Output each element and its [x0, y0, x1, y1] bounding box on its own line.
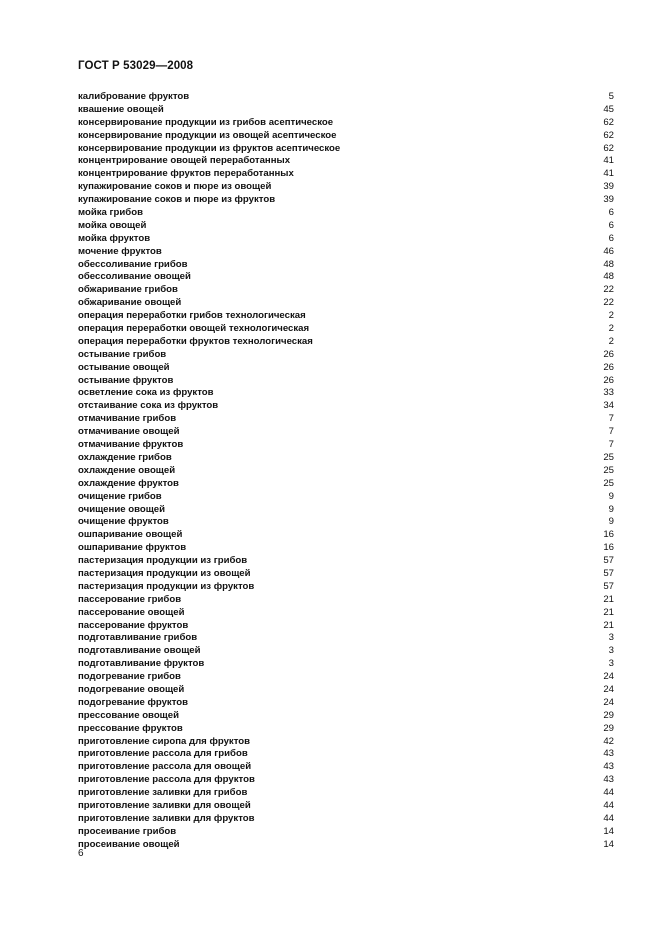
index-term: очищение фруктов: [78, 516, 169, 528]
index-entry: [78, 439, 614, 452]
index-page-ref: 14: [603, 825, 614, 837]
index-entry: [78, 246, 614, 259]
index-page-ref: 44: [603, 787, 614, 799]
index-page-ref: 46: [603, 245, 614, 257]
index-term: подогревание грибов: [78, 671, 181, 683]
index-entry: [78, 826, 614, 839]
index-term: остывание фруктов: [78, 374, 174, 386]
index-term: пастеризация продукции из овощей: [78, 567, 251, 579]
index-term: консервирование продукции из фруктов асептическое: [78, 142, 341, 154]
index-term: остывание овощей: [78, 361, 170, 373]
index-term: очищение грибов: [78, 490, 162, 502]
index-term: обжаривание овощей: [78, 297, 182, 309]
index-page-ref: 39: [603, 181, 614, 193]
index-entry: [78, 800, 614, 813]
index-page-ref: 6: [608, 207, 614, 219]
index-entry: [78, 387, 614, 400]
index-term: охлаждение овощей: [78, 464, 176, 476]
index-entry: [78, 426, 614, 439]
index-entry: [78, 310, 614, 323]
index-entry: [78, 736, 614, 749]
index-page-ref: 2: [608, 335, 614, 347]
index-term: ошпаривание овощей: [78, 529, 183, 541]
index-term: пассерование овощей: [78, 606, 185, 618]
index-page-ref: 25: [603, 451, 614, 463]
index-page-ref: 22: [603, 284, 614, 296]
index-page-ref: 48: [603, 271, 614, 283]
index-term: охлаждение грибов: [78, 451, 172, 463]
index-term: операция переработки фруктов технологическая: [78, 335, 313, 347]
index-term: мочение фруктов: [78, 245, 162, 257]
index-page-ref: 26: [603, 374, 614, 386]
index-entry: [78, 684, 614, 697]
index-entry: [78, 504, 614, 517]
index-entry: [78, 658, 614, 671]
index-entry: [78, 375, 614, 388]
index-term: подогревание овощей: [78, 683, 185, 695]
index-page-ref: 62: [603, 129, 614, 141]
index-term: отстаивание сока из фруктов: [78, 400, 219, 412]
index-page-ref: 43: [603, 748, 614, 760]
index-page-ref: 6: [608, 219, 614, 231]
index-page-ref: 21: [603, 593, 614, 605]
index-page-ref: 39: [603, 194, 614, 206]
index-page-ref: 43: [603, 774, 614, 786]
index-entry: [78, 400, 614, 413]
index-page-ref: 9: [608, 516, 614, 528]
index-term: купажирование соков и пюре из фруктов: [78, 194, 276, 206]
index-term: просеивание овощей: [78, 838, 180, 850]
index-term: приготовление сиропа для фруктов: [78, 735, 251, 747]
index-page-ref: 57: [603, 580, 614, 592]
index-entry: [78, 787, 614, 800]
index-term: мойка грибов: [78, 207, 143, 219]
index-term: подготавливание овощей: [78, 645, 201, 657]
index-entry: [78, 568, 614, 581]
index-page-ref: 34: [603, 400, 614, 412]
index-page-ref: 24: [603, 696, 614, 708]
index-page-ref: 48: [603, 258, 614, 270]
index-term: операция переработки овощей технологическая: [78, 323, 310, 335]
index-page-ref: 9: [608, 490, 614, 502]
index-page-ref: 2: [608, 310, 614, 322]
index-term: отмачивание фруктов: [78, 439, 184, 451]
index-term: операция переработки грибов технологическая: [78, 310, 306, 322]
index-page-ref: 6: [608, 232, 614, 244]
index-page-ref: 7: [608, 439, 614, 451]
index-entry: [78, 194, 614, 207]
index-entry: [78, 671, 614, 684]
index-page-ref: 3: [608, 658, 614, 670]
index-entry: [78, 259, 614, 272]
index-entry: [78, 632, 614, 645]
index-entry: [78, 104, 614, 117]
index-entry: [78, 452, 614, 465]
index-page-ref: 3: [608, 632, 614, 644]
index-entry: [78, 233, 614, 246]
index-term: осветление сока из фруктов: [78, 387, 214, 399]
index-term: квашение овощей: [78, 103, 164, 115]
index-term: обжаривание грибов: [78, 284, 178, 296]
index-term: приготовление рассола для грибов: [78, 748, 248, 760]
index-page-ref: 14: [603, 838, 614, 850]
index-page-ref: 45: [603, 103, 614, 115]
index-term: подготавливание грибов: [78, 632, 198, 644]
index-page-ref: 5: [608, 91, 614, 102]
index-entry: [78, 839, 614, 852]
index-entry: [78, 761, 614, 774]
index-page-ref: 24: [603, 671, 614, 683]
index-entry: [78, 645, 614, 658]
index-entry: [78, 697, 614, 710]
index-entry: [78, 723, 614, 736]
index-page-ref: 57: [603, 567, 614, 579]
index-entry: [78, 297, 614, 310]
index-term: остывание грибов: [78, 348, 167, 360]
index-term: отмачивание овощей: [78, 426, 180, 438]
index-entry: [78, 271, 614, 284]
index-page-ref: 42: [603, 735, 614, 747]
index-term: пастеризация продукции из фруктов: [78, 580, 255, 592]
index-term: приготовление заливки для овощей: [78, 799, 251, 811]
index-entry: [78, 478, 614, 491]
index-entry: [78, 91, 614, 104]
index-page-ref: 62: [603, 116, 614, 128]
index-entry: [78, 594, 614, 607]
index-term: мойка овощей: [78, 219, 147, 231]
index-entry: [78, 555, 614, 568]
index-term: охлаждение фруктов: [78, 477, 179, 489]
index-entry: [78, 117, 614, 130]
index-entry: [78, 748, 614, 761]
index-page-ref: 25: [603, 477, 614, 489]
index-page-ref: 9: [608, 503, 614, 515]
index-page-ref: 22: [603, 297, 614, 309]
index-entry: [78, 491, 614, 504]
index-page-ref: 44: [603, 799, 614, 811]
index-entry: [78, 710, 614, 723]
index-entry: [78, 284, 614, 297]
index-entry: [78, 542, 614, 555]
index-page-ref: 43: [603, 761, 614, 773]
index-term: обессоливание грибов: [78, 258, 188, 270]
index-page-ref: 44: [603, 812, 614, 824]
index-page-ref: 57: [603, 555, 614, 567]
index-page-ref: 33: [603, 387, 614, 399]
index-term: консервирование продукции из грибов асептическое: [78, 116, 334, 128]
index-term: консервирование продукции из овощей асептическое: [78, 129, 337, 141]
index-page-ref: 25: [603, 464, 614, 476]
index-term: подогревание фруктов: [78, 696, 189, 708]
index-term: прессование фруктов: [78, 722, 183, 734]
index-page-ref: 29: [603, 709, 614, 721]
index-page-ref: 41: [603, 168, 614, 180]
index-page-ref: 16: [603, 529, 614, 541]
index-entry: [78, 620, 614, 633]
index-term: приготовление заливки для грибов: [78, 787, 248, 799]
index-page-ref: 21: [603, 606, 614, 618]
index-entry: [78, 516, 614, 529]
index-entry: [78, 413, 614, 426]
index-term: подготавливание фруктов: [78, 658, 205, 670]
index-term: мойка фруктов: [78, 232, 151, 244]
index-entry: [78, 207, 614, 220]
index-page-ref: 41: [603, 155, 614, 167]
index-page-ref: 26: [603, 348, 614, 360]
index-entry: [78, 465, 614, 478]
index-term: пассерование фруктов: [78, 619, 189, 631]
index-entry: [78, 323, 614, 336]
index-entry: [78, 143, 614, 156]
document-header: ГОСТ Р 53029—2008: [78, 60, 194, 72]
index-entry: [78, 362, 614, 375]
index-term: просеивание грибов: [78, 825, 177, 837]
index-page-ref: 29: [603, 722, 614, 734]
index-page-ref: 62: [603, 142, 614, 154]
index-page-ref: 3: [608, 645, 614, 657]
index-page-ref: 16: [603, 542, 614, 554]
index-entry: [78, 181, 614, 194]
index-entry: [78, 607, 614, 620]
index-entry: [78, 220, 614, 233]
index-term: отмачивание грибов: [78, 413, 177, 425]
index-term: пастеризация продукции из грибов: [78, 555, 248, 567]
index-entry: [78, 774, 614, 787]
index-term: приготовление рассола для овощей: [78, 761, 252, 773]
term-index: [78, 91, 614, 852]
index-page-ref: 7: [608, 426, 614, 438]
index-term: очищение овощей: [78, 503, 166, 515]
index-page-ref: 21: [603, 619, 614, 631]
index-entry: [78, 529, 614, 542]
index-term: приготовление заливки для фруктов: [78, 812, 255, 824]
index-page-ref: 2: [608, 323, 614, 335]
index-entry: [78, 581, 614, 594]
index-term: купажирование соков и пюре из овощей: [78, 181, 272, 193]
index-entry: [78, 349, 614, 362]
index-term: ошпаривание фруктов: [78, 542, 187, 554]
index-term: концентрирование овощей переработанных: [78, 155, 291, 167]
index-term: обессоливание овощей: [78, 271, 191, 283]
index-page-ref: 24: [603, 683, 614, 695]
index-entry: [78, 336, 614, 349]
page-number: 6: [78, 848, 84, 859]
index-page-ref: 7: [608, 413, 614, 425]
index-page-ref: 26: [603, 361, 614, 373]
index-entry: [78, 130, 614, 143]
index-term: калибрование фруктов: [78, 91, 190, 102]
index-entry: [78, 155, 614, 168]
index-term: прессование овощей: [78, 709, 180, 721]
index-term: пассерование грибов: [78, 593, 182, 605]
index-entry: [78, 813, 614, 826]
index-entry: [78, 168, 614, 181]
index-term: приготовление рассола для фруктов: [78, 774, 255, 786]
index-term: концентрирование фруктов переработанных: [78, 168, 294, 180]
